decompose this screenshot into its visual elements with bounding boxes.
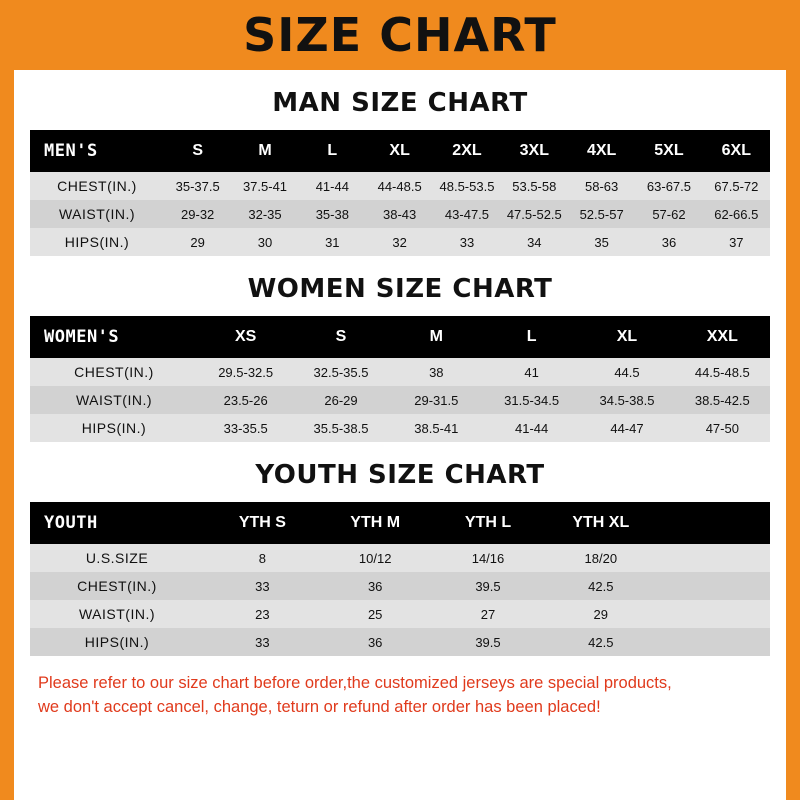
women-col-header-3: L [484,316,579,358]
men-cell-1-8: 62-66.5 [703,200,770,228]
women-cell-1-2: 29-31.5 [389,386,484,414]
men-col-header-4: 2XL [433,130,500,172]
table-row [30,172,770,200]
youth-cell-2-2: 27 [432,600,545,628]
content-area [14,88,786,720]
men-row-label-1: WAIST(IN.) [30,200,164,228]
section-title-youth: YOUTH SIZE CHART [255,460,545,490]
women-cell-2-3: 41-44 [484,414,579,442]
men-cell-2-6: 35 [568,228,635,256]
women-col-header-2: M [389,316,484,358]
women-cell-2-1: 35.5-38.5 [293,414,388,442]
youth-cell-1-0: 33 [206,572,319,600]
men-cell-2-7: 36 [635,228,702,256]
youth-col-header-0: YTH S [206,502,319,544]
women-col-header-5: XXL [675,316,770,358]
youth-table-body [30,544,770,656]
youth-cell-1-2: 39.5 [432,572,545,600]
men-cell-0-3: 44-48.5 [366,172,433,200]
women-cell-2-5: 47-50 [675,414,770,442]
men-cell-2-5: 34 [501,228,568,256]
men-cell-2-8: 37 [703,228,770,256]
youth-cell-3-2: 39.5 [432,628,545,656]
men-col-header-5: 3XL [501,130,568,172]
women-cell-0-4: 44.5 [579,358,674,386]
women-cell-1-4: 34.5-38.5 [579,386,674,414]
men-cell-1-1: 32-35 [231,200,298,228]
footer-line-1: Please refer to our size chart before order,the customized jerseys are special products, [38,674,672,692]
women-cell-0-1: 32.5-35.5 [293,358,388,386]
men-cell-1-5: 47.5-52.5 [501,200,568,228]
women-cell-2-4: 44-47 [579,414,674,442]
youth-cell-2-3: 29 [544,600,657,628]
men-cell-0-5: 53.5-58 [501,172,568,200]
women-cell-0-2: 38 [389,358,484,386]
women-cell-0-0: 29.5-32.5 [198,358,293,386]
table-row [30,358,770,386]
women-col-header-4: XL [579,316,674,358]
men-corner-header: MEN'S [30,130,164,172]
youth-cell-3-4 [657,628,770,656]
youth-cell-2-1: 25 [319,600,432,628]
women-row-label-0: CHEST(IN.) [30,358,198,386]
youth-cell-1-1: 36 [319,572,432,600]
men-col-header-6: 4XL [568,130,635,172]
youth-cell-0-4 [657,544,770,572]
youth-row-label-3: HIPS(IN.) [30,628,206,656]
table-row [30,628,770,656]
men-col-header-0: S [164,130,231,172]
youth-cell-0-1: 10/12 [319,544,432,572]
men-col-header-2: L [299,130,366,172]
men-col-header-8: 6XL [703,130,770,172]
men-cell-2-1: 30 [231,228,298,256]
youth-col-header-4 [657,502,770,544]
youth-cell-3-3: 42.5 [544,628,657,656]
women-cell-1-3: 31.5-34.5 [484,386,579,414]
men-cell-0-0: 35-37.5 [164,172,231,200]
men-cell-1-0: 29-32 [164,200,231,228]
men-cell-0-6: 58-63 [568,172,635,200]
men-table-body [30,172,770,256]
men-cell-0-7: 63-67.5 [635,172,702,200]
youth-cell-2-0: 23 [206,600,319,628]
youth-cell-0-2: 14/16 [432,544,545,572]
women-cell-0-3: 41 [484,358,579,386]
youth-row-label-1: CHEST(IN.) [30,572,206,600]
table-header-row [30,502,770,544]
men-size-table [30,130,770,256]
women-cell-1-0: 23.5-26 [198,386,293,414]
women-cell-2-2: 38.5-41 [389,414,484,442]
women-table-body [30,358,770,442]
women-size-table [30,316,770,442]
women-corner-header: WOMEN'S [30,316,198,358]
table-row [30,544,770,572]
men-cell-1-6: 52.5-57 [568,200,635,228]
footer-line-2: we don't accept cancel, change, teturn or refund after order has been placed! [38,697,601,716]
youth-col-header-2: YTH L [432,502,545,544]
youth-cell-3-1: 36 [319,628,432,656]
men-col-header-1: M [231,130,298,172]
women-cell-0-5: 44.5-48.5 [675,358,770,386]
table-row [30,200,770,228]
women-cell-2-0: 33-35.5 [198,414,293,442]
men-cell-0-4: 48.5-53.5 [433,172,500,200]
women-cell-1-5: 38.5-42.5 [675,386,770,414]
youth-cell-0-3: 18/20 [544,544,657,572]
youth-col-header-1: YTH M [319,502,432,544]
table-row [30,228,770,256]
women-cell-1-1: 26-29 [293,386,388,414]
women-row-label-1: WAIST(IN.) [30,386,198,414]
men-row-label-2: HIPS(IN.) [30,228,164,256]
youth-cell-1-3: 42.5 [544,572,657,600]
table-row [30,386,770,414]
women-col-header-0: XS [198,316,293,358]
men-cell-2-4: 33 [433,228,500,256]
table-row [30,600,770,628]
men-cell-1-2: 35-38 [299,200,366,228]
men-cell-2-2: 31 [299,228,366,256]
youth-table-head [30,502,770,544]
header-banner [14,0,786,70]
table-row [30,572,770,600]
youth-col-header-3: YTH XL [544,502,657,544]
table-row [30,414,770,442]
men-cell-2-0: 29 [164,228,231,256]
men-col-header-3: XL [366,130,433,172]
men-cell-2-3: 32 [366,228,433,256]
youth-row-label-0: U.S.SIZE [30,544,206,572]
page-title: SIZE CHART [243,8,557,62]
footer-disclaimer [38,672,762,720]
youth-row-label-2: WAIST(IN.) [30,600,206,628]
men-cell-0-2: 41-44 [299,172,366,200]
women-col-header-1: S [293,316,388,358]
women-row-label-2: HIPS(IN.) [30,414,198,442]
table-header-row [30,316,770,358]
section-title-women: WOMEN SIZE CHART [247,274,553,304]
youth-cell-0-0: 8 [206,544,319,572]
men-cell-1-4: 43-47.5 [433,200,500,228]
men-cell-1-3: 38-43 [366,200,433,228]
table-header-row [30,130,770,172]
youth-cell-1-4 [657,572,770,600]
men-cell-1-7: 57-62 [635,200,702,228]
men-cell-0-1: 37.5-41 [231,172,298,200]
youth-size-table [30,502,770,656]
youth-cell-2-4 [657,600,770,628]
men-table-head [30,130,770,172]
women-table-head [30,316,770,358]
youth-cell-3-0: 33 [206,628,319,656]
men-cell-0-8: 67.5-72 [703,172,770,200]
youth-corner-header: YOUTH [30,502,206,544]
men-col-header-7: 5XL [635,130,702,172]
section-title-men: MAN SIZE CHART [272,88,528,118]
men-row-label-0: CHEST(IN.) [30,172,164,200]
